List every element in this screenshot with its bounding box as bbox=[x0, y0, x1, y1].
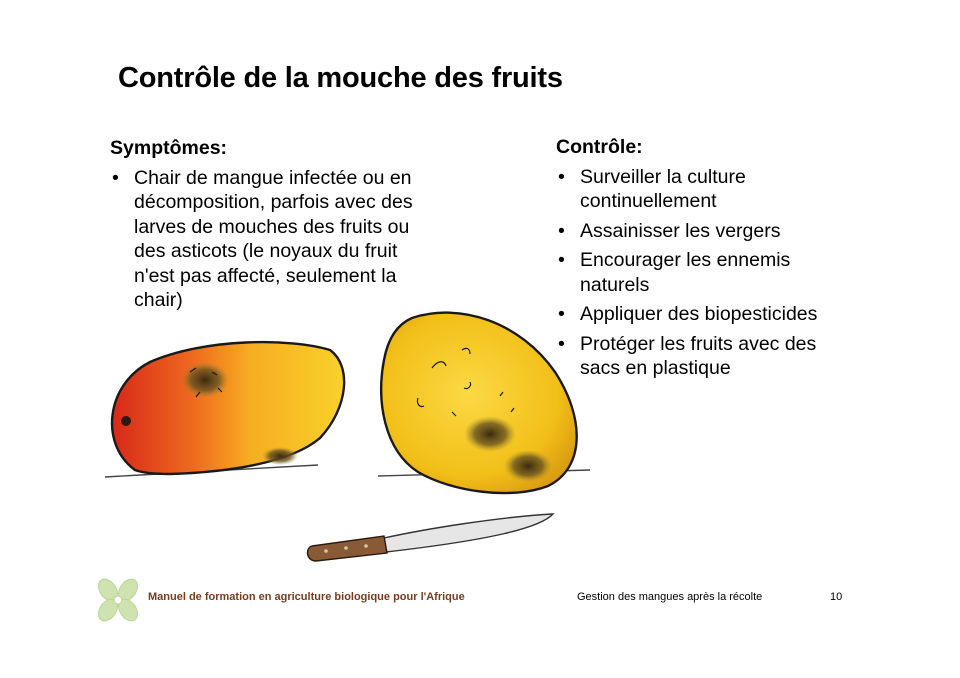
control-section bbox=[556, 135, 856, 386]
control-item: • Appliquer des biopesticides bbox=[556, 302, 856, 327]
symptom-item: • Chair de mangue infectée ou en décomposition, parfois avec des larves de mouches des fruits ou des asticots (le noyaux du fruit n'est pas affecté, seulement la chair) bbox=[110, 166, 440, 313]
rot-spot bbox=[181, 362, 229, 398]
organic-agriculture-logo bbox=[95, 576, 142, 625]
control-heading: Contrôle: bbox=[556, 136, 643, 158]
symptoms-section bbox=[110, 136, 440, 313]
symptoms-heading: Symptômes: bbox=[110, 137, 228, 159]
control-item: • Assainisser les vergers bbox=[556, 219, 856, 244]
footer-manual-title: Manuel de formation en agriculture biologique pour l'Afrique bbox=[148, 591, 465, 603]
rot-spot bbox=[262, 447, 298, 465]
rot-spot bbox=[504, 450, 552, 482]
page-number: 10 bbox=[830, 591, 843, 603]
left-mango-drawing bbox=[105, 342, 344, 477]
knife-drawing bbox=[307, 514, 553, 561]
control-list bbox=[556, 165, 856, 381]
control-item: • Encourager les ennemis naturels bbox=[556, 248, 856, 297]
control-item: • Surveiller la culture continuellement bbox=[556, 165, 856, 214]
control-item: • Protéger les fruits avec des sacs en plastique bbox=[556, 332, 856, 381]
symptoms-list bbox=[110, 166, 440, 313]
slide-title: Contrôle de la mouche des fruits bbox=[118, 62, 563, 94]
footer-module-title: Gestion des mangues après la récolte bbox=[577, 591, 763, 603]
rot-spot bbox=[464, 416, 516, 452]
